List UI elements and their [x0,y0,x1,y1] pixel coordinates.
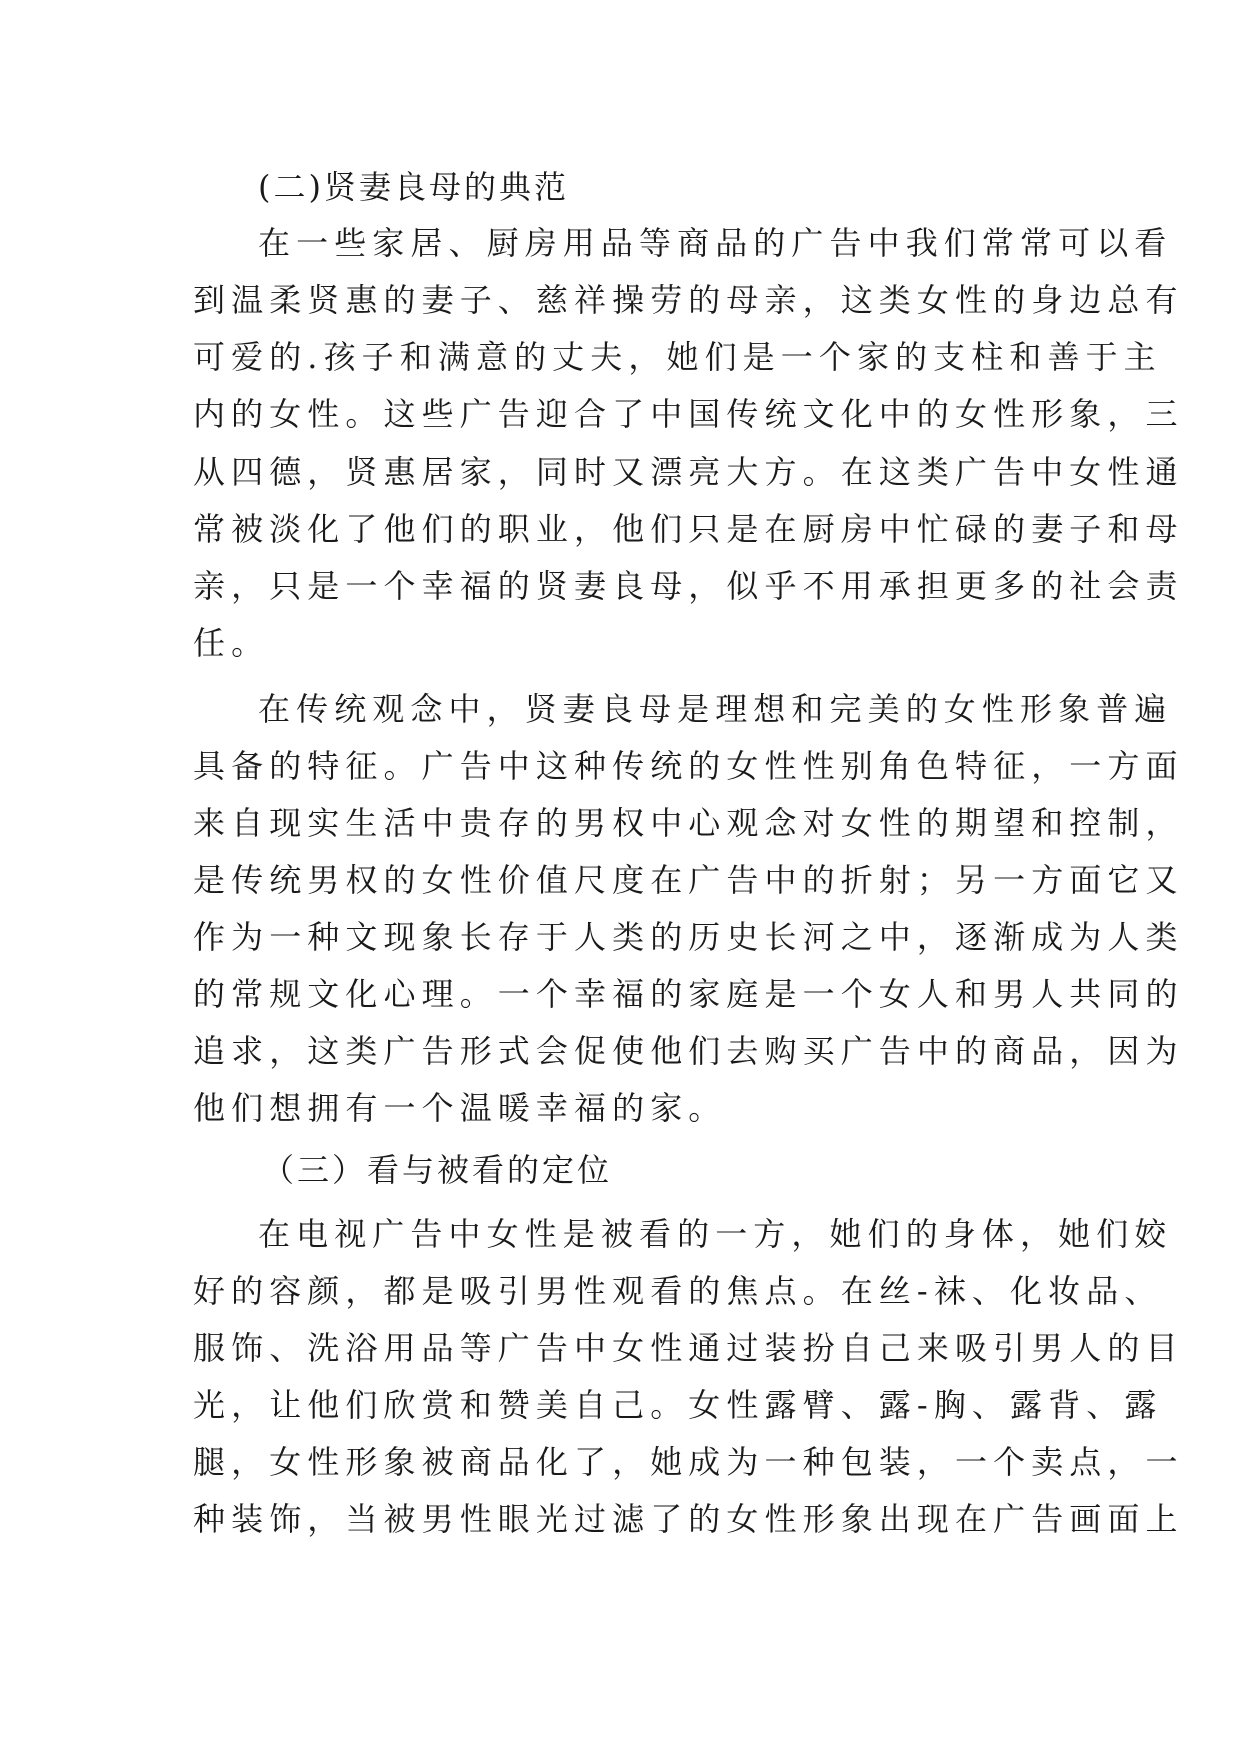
paragraph-1-line-3: 可爱的.孩子和满意的丈夫，她们是一个家的支柱和善于主 [193,338,1162,376]
paragraph-1-line-5: 从四德，贤惠居家，同时又漂亮大方。在这类广告中女性通 [193,453,1184,491]
paragraph-2-line-7: 追求，这类广告形式会促使他们去购买广告中的商品，因为 [193,1032,1184,1070]
paragraph-1-line-6: 常被淡化了他们的职业，他们只是在厨房中忙碌的妻子和母 [193,510,1184,548]
paragraph-3-line-4: 光，让他们欣赏和赞美自己。女性露臂、露-胸、露背、露 [193,1386,1163,1424]
paragraph-3-line-2: 好的容颜，都是吸引男性观看的焦点。在丝-袜、化妆品、 [193,1272,1163,1310]
paragraph-1-line-2: 到温柔贤惠的妻子、慈祥操劳的母亲，这类女性的身边总有 [193,281,1184,319]
paragraph-2-line-3: 来自现实生活中贵存的男权中心观念对女性的期望和控制， [193,804,1184,842]
paragraph-3-line-1: 在电视广告中女性是被看的一方，她们的身体，她们姣 [258,1215,1173,1253]
paragraph-3-line-5: 腿，女性形象被商品化了，她成为一种包装，一个卖点，一 [193,1443,1184,1481]
paragraph-1-line-4: 内的女性。这些广告迎合了中国传统文化中的女性形象，三 [193,395,1184,433]
paragraph-2-line-1: 在传统观念中，贤妻良母是理想和完美的女性形象普遍 [258,690,1173,728]
paragraph-3-line-6: 种装饰，当被男性眼光过滤了的女性形象出现在广告画面上 [193,1500,1184,1538]
paragraph-2-line-2: 具备的特征。广告中这种传统的女性性别角色特征，一方面 [193,747,1184,785]
paragraph-2-line-5: 作为一种文现象长存于人类的历史长河之中，逐渐成为人类 [193,918,1184,956]
paragraph-3-line-3: 服饰、洗浴用品等广告中女性通过装扮自己来吸引男人的目 [193,1329,1184,1367]
paragraph-2-line-4: 是传统男权的女性价值尺度在广告中的折射；另一方面它又 [193,861,1184,899]
paragraph-2-line-8: 他们想拥有一个温暖幸福的家。 [193,1089,727,1127]
paragraph-1-line-1: 在一些家居、厨房用品等商品的广告中我们常常可以看 [258,224,1173,262]
paragraph-1-line-8: 任。 [193,624,270,662]
paragraph-1-line-7: 亲，只是一个幸福的贤妻良母，似乎不用承担更多的社会责 [193,567,1184,605]
section-heading-3: （三）看与被看的定位 [262,1151,613,1189]
paragraph-2-line-6: 的常规文化心理。一个幸福的家庭是一个女人和男人共同的 [193,975,1184,1013]
section-heading-2: (二)贤妻良母的典范 [258,168,569,206]
